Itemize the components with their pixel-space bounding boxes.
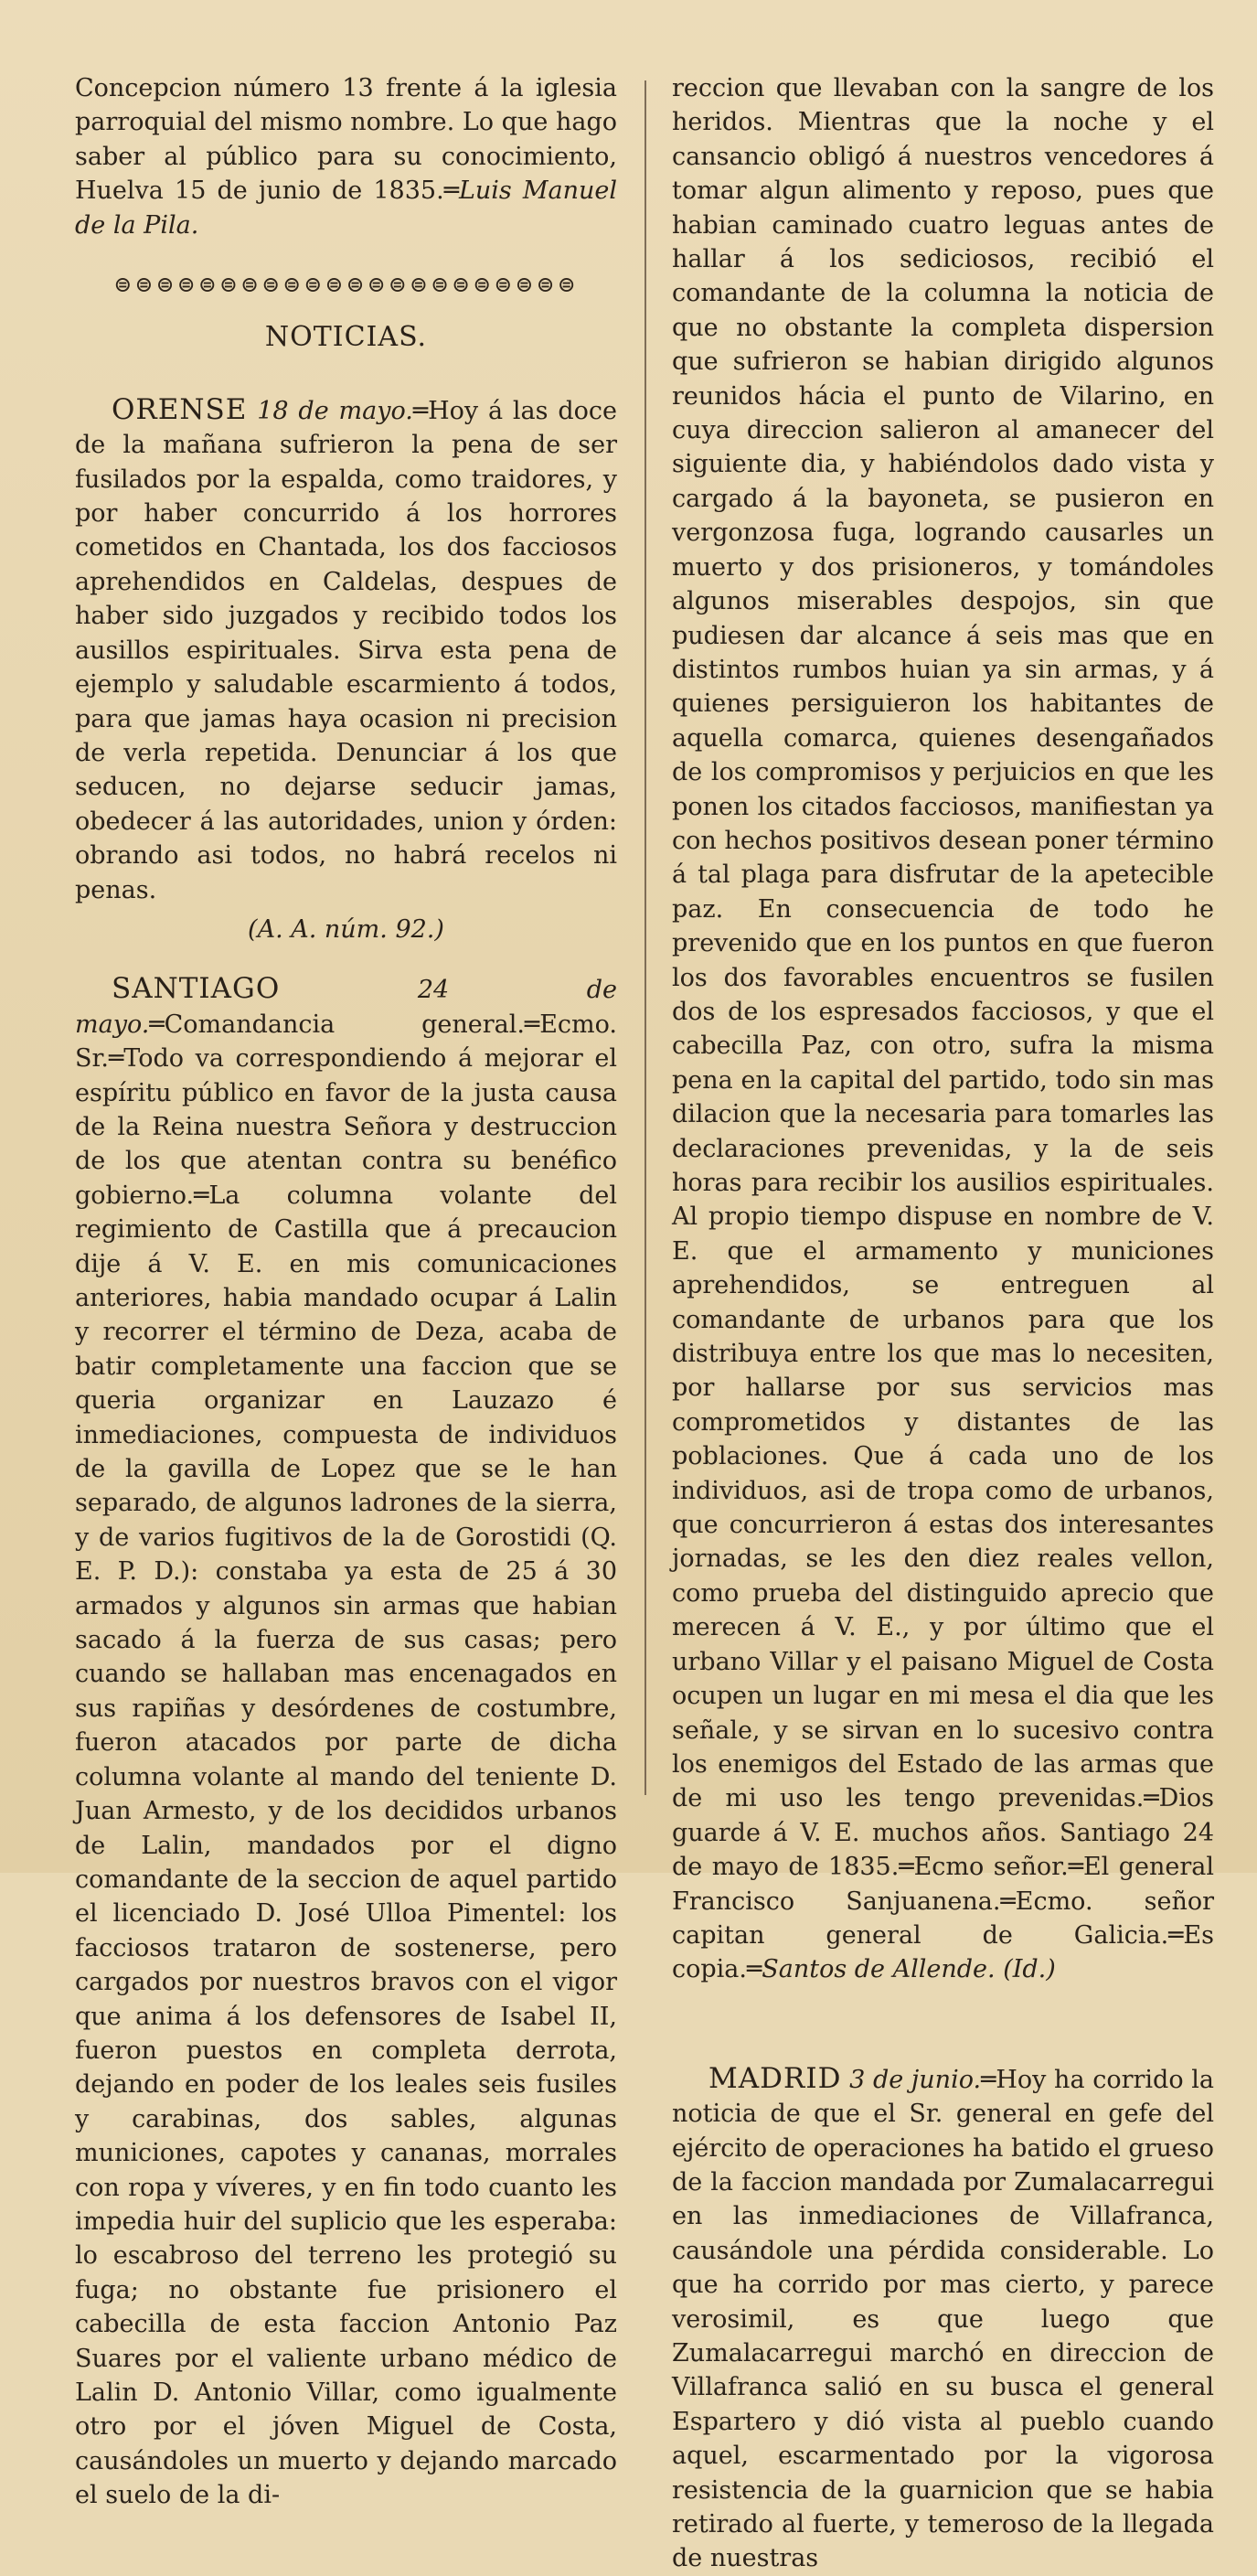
spacer	[672, 1987, 1214, 2062]
orense-article: ORENSE 18 de mayo.═Hoy á las doce de la mañana sufrieron la pena de ser fusilados por la espalda, como traidores, y por haber concurrido á los horrores cometidos en Chantada, los dos facciosos aprehendidos en Caldelas, despues de haber sido juzgados y recibido todos los ausillos espirituales. Sirva esta pena de ejemplo y saludable escarmiento á todos, para que jamas haya ocasion ni precision de verla repetida. Denunciar á los que seducen, no dejarse seducir jamas, obedecer á las autoridades, union y órden: obrando asi todos, no habrá recelos ni penas.	[75, 392, 617, 904]
column-divider	[644, 80, 646, 1795]
orense-place: ORENSE	[112, 392, 248, 426]
santiago-source: (Id.)	[1003, 1955, 1056, 1984]
orense-date: 18 de mayo.	[257, 396, 413, 425]
madrid-text: Hoy ha corrido la noticia de que el Sr. general en gefe del ejército de operaciones ha batido el grueso de la faccion mandada por Zumalacarregui en las inmediaciones de Villafranca, causándole una pérdida considerable. Lo que ha corrido por mas cierto, y parece verosimil, es que luego que Zumalacarregui marchó en direccion de Villafranca salió en su busca el general Espartero y dió vista al pueblo cuando aquel, escarmentado por la vigorosa resistencia de la guarnicion que se habia retirado al fuerte, y temeroso de la llegada de nuestras	[672, 2065, 1214, 2573]
notice-text: Concepcion número 13 frente á la iglesia parroquial del mismo nombre. Lo que hago saber al público para su conocimiento, Huelva 15 de junio de 1835.	[75, 74, 617, 206]
santiago-date: 24 de mayo.	[75, 976, 617, 1039]
santiago-continued-text: reccion que llevaban con la sangre de los heridos. Mientras que la noche y el cansancio obligó á nuestros vencedores á tomar algun alimento y reposo, pues que habian caminado cuatro leguas antes de hallar á los sediciosos, recibió el comandante de la columna la noticia de que no obstante la completa dispersion que sufrieron se habian dirigido algunos reunidos hácia el punto de Vilarino, en cuya direccion salieron al amanecer del siguiente dia, y habiéndolos dado vista y cargado á la bayoneta, se pusieron en vergonzosa fuga, logrando causarles un muerto y dos prisioneros, y tomándoles algunos miserables despojos, sin que pudiesen dar alcance á seis mas que en distintos rumbos huian ya sin armas, y á quienes persiguieron los habitantes de aquella comarca, quienes desengañados de los compromisos y perjuicios en que les ponen los citados facciosos, manifiestan ya con hechos positivos desean poner término á tal plaga para disfrutar de la apetecible paz. En consecuencia de todo he prevenido que en los puntos en que fueron los dos favorables encuentros se fusilen dos de los espresados facciosos, y que el cabecilla Paz, con otro, sufra la misma pena en la capital del partido, todo sin mas dilacion que la necesaria para tomarles las declaraciones prevenidas, y la de seis horas para recibir los ausilios espirituales. Al propio tiempo dispuse en nombre de V. E. que el armamento y municiones aprehendidos, se entreguen al comandante de urbanos para que los distribuya entre los que mas lo necesiten, por hallarse por sus servicios mas comprometidos y distantes de las poblaciones. Que á cada uno de los individuos, asi de tropa como de urbanos, que concurrieron á estas dos interesantes jornadas, se les den diez reales vellon, como prueba del distinguido aprecio que merecen á V. E., y por último que el urbano Villar y el paisano Miguel de Costa ocupen un lugar en mi mesa el dia que les señale, y se sirvan en lo sucesivo contra los enemigos del Estado de las armas que de mi uso les tengo prevenidas.═Dios guarde á V. E. muchos años. Santiago 24 de mayo de 1835.═Ecmo señor.═El general Francisco Sanjuanena.═Ecmo. señor capitan general de Galicia.═Es copia.═	[672, 74, 1214, 1984]
madrid-date: 3 de junio.	[849, 2065, 982, 2094]
notice-signature: Luis Manuel de la Pila.	[75, 176, 618, 240]
notice-paragraph: Concepcion número 13 frente á la iglesia parroquial del mismo nombre. Lo que hago saber al público para su conocimiento, Huelva 15 de junio de 1835.═Luis Manuel de la Pila.	[75, 74, 618, 240]
orense-source: (A. A. núm. 92.)	[248, 914, 444, 944]
santiago-text: Comandancia general.═Ecmo. Sr.═Todo va correspondiendo á mejorar el espíritu público en favor de la justa causa de la Reina nuestra Señora y destruccion de los que atentan contra su benéfico gobierno.═La columna volante del regimiento de Castilla que á precaucion dije á V. E. en mis comunicaciones anteriores, habia mandado ocupar á Lalin y recorrer el término de Deza, acaba de batir completamente una faccion que se queria organizar en Lauzazo é inmediaciones, compuesta de individuos de la gavilla de Lopez que se le han separado, de algunos ladrones de la sierra, y de varios fugitivos de la de Gorostidi (Q. E. P. D.): constaba ya esta de 25 á 30 armados y algunos sin armas que habian sacado á la fuerza de sus casas; pero cuando se hallaban mas encenagados en sus rapiñas y desórdenes de costumbre, fueron atacados por parte de dicha columna volante al mando del teniente D. Juan Armesto, y de los decididos urbanos de Lalin, mandados por el digno comandante de la seccion de aquel partido el licenciado D. José Ulloa Pimentel: los facciosos trataron de sostenerse, pero cargados por nuestros bravos con el vigor que anima á los defensores de Isabel II, fueron puestos en completa derrota, dejando en poder de los leales seis fusiles y carabinas, dos sables, algunas municiones, capotes y cananas, morrales con ropa y víveres, y en fin todo cuanto les impedia huir del suplicio que les esperaba: lo escabroso del terreno les protegió su fuga; no obstante fue prisionero el cabecilla de esta faccion Antonio Paz Suares por el valiente urbano médico de Lalin D. Antonio Villar, como igualmente otro por el jóven Miguel de Costa, causándoles un muerto y dejando marcado el suelo de la di-	[75, 1010, 617, 2510]
santiago-signature: Santos de Allende.	[762, 1955, 996, 1984]
madrid-article: MADRID 3 de junio.═Hoy ha corrido la noticia de que el Sr. general en gefe del ejército de operaciones ha batido el grueso de la faccion mandada por Zumalacarregui en las inmediaciones de Villafranca, causándole una pérdida considerable. Lo que ha corrido por mas cierto, y parece verosimil, es que luego que Zumalacarregui marchó en direccion de Villafranca salió en su busca el general Espartero y dió vista al pueblo cuando aquel, escarmentado por la vigorosa resistencia de la guarnicion que se habia retirado al fuerte, y temeroso de la llegada de nuestras	[672, 2061, 1214, 2573]
santiago-article: SANTIAGO 24 de mayo.═Comandancia general.═Ecmo. Sr.═Todo va correspondiendo á mejorar el espíritu público en favor de la justa causa de la Reina nuestra Señora y destruccion de los que atentan contra su benéfico gobierno.═La columna volante del regimiento de Castilla que á precaucion dije á V. E. en mis comunicaciones anteriores, habia mandado ocupar á Lalin y recorrer el término de Deza, acaba de batir completamente una faccion que se queria organizar en Lauzazo é inmediaciones, compuesta de individuos de la gavilla de Lopez que se le han separado, de algunos ladrones de la sierra, y de varios fugitivos de la de Gorostidi (Q. E. P. D.): constaba ya esta de 25 á 30 armados y algunos sin armas que habian sacado á la fuerza de sus casas; pero cuando se hallaban mas encenagados en sus rapiñas y desórdenes de costumbre, fueron atacados por parte de dicha columna volante al mando del teniente D. Juan Armesto, y de los decididos urbanos de Lalin, mandados por el digno comandante de la seccion de aquel partido el licenciado D. José Ulloa Pimentel: los facciosos trataron de sostenerse, pero cargados por nuestros bravos con el vigor que anima á los defensores de Isabel II, fueron puestos en completa derrota, dejando en poder de los leales seis fusiles y carabinas, dos sables, algunas municiones, capotes y cananas, morrales con ropa y víveres, y en fin todo cuanto les impedia huir del suplicio que les esperaba: lo escabroso del terreno les protegió su fuga; no obstante fue prisionero el cabecilla de esta faccion Antonio Paz Suares por el valiente urbano médico de Lalin D. Antonio Villar, como igualmente otro por el jóven Miguel de Costa, causándoles un muerto y dejando marcado el suelo de la di-	[75, 972, 617, 2510]
section-heading: NOTICIAS.	[264, 321, 428, 354]
santiago-continued	[672, 71, 1214, 1987]
ornamental-divider: ⊜⊜⊜⊜⊜⊜⊜⊜⊜⊜⊜⊜⊜⊜⊜⊜⊜⊜⊜⊜⊜⊜	[113, 272, 579, 298]
orense-text: Hoy á las doce de la mañana sufrieron la pena de ser fusilados por la espalda, como traidores, y por haber concurrido á los horrores cometidos en Chantada, los dos facciosos aprehendidos en Caldelas, despues de haber sido juzgados y recibido todos los ausillos espirituales. Sirva esta pena de ejemplo y saludable escarmiento á todos, para que jamas haya ocasion ni precision de verla repetida. Denunciar á los que seducen, no dejarse seducir jamas, obedecer á las autoridades, union y órden: obrando asi todos, no habrá recelos ni penas.	[75, 396, 617, 904]
madrid-place: MADRID	[708, 2061, 842, 2095]
left-column	[75, 71, 617, 2513]
santiago-place: SANTIAGO	[112, 972, 281, 1006]
right-column	[672, 71, 1214, 2576]
